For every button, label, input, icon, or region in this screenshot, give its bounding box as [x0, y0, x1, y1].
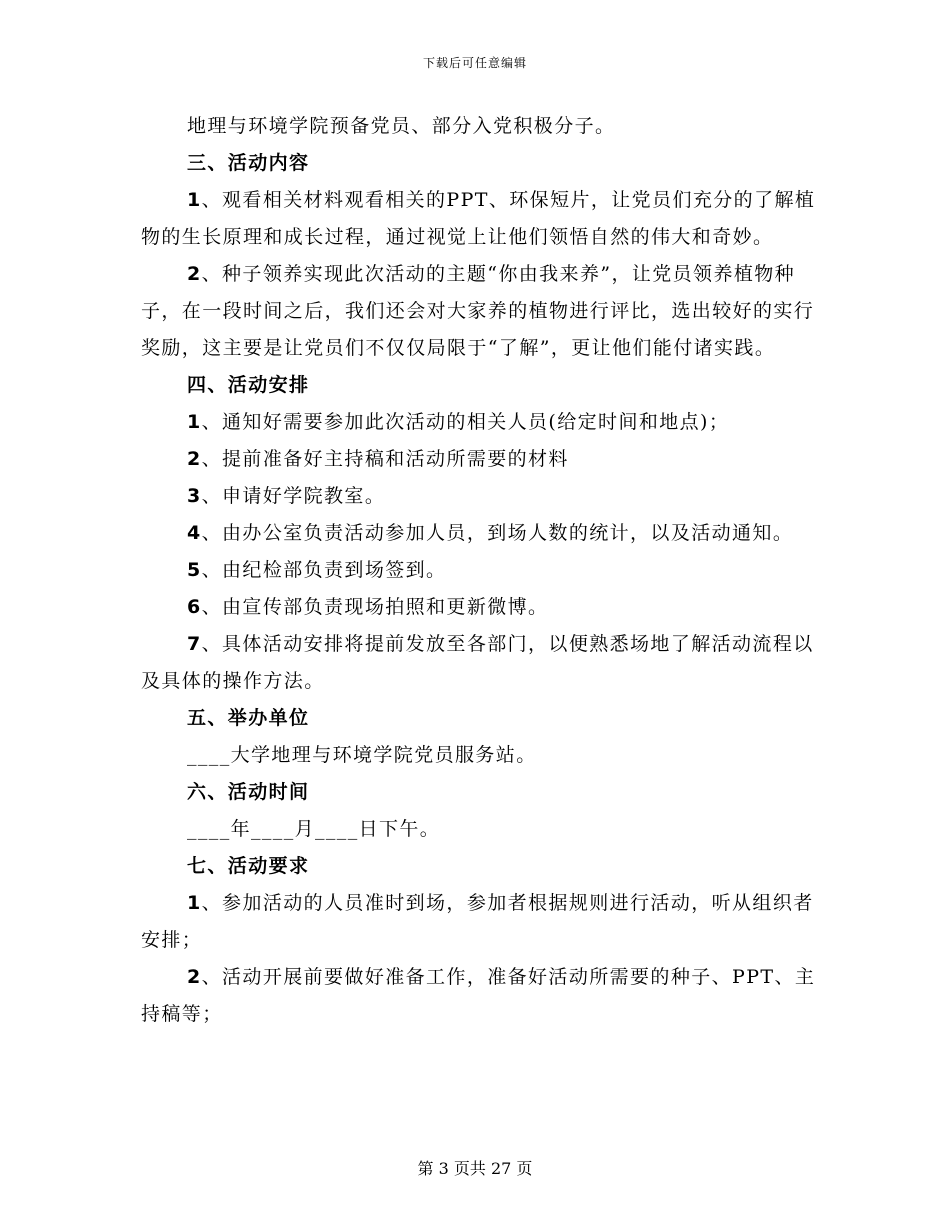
list-item [141, 441, 831, 478]
item-text: 、种子领养实现此次活动的主题“你由我来养”，让党员领养植物种子，在一段时间之后，我们还会对大家养的植物进行评比，选出较好的实行奖励，这主要是让党员们不仅仅局限于“了解”，更让他们能付诸实践。 [141, 263, 815, 359]
list-item [141, 182, 831, 256]
section-heading: 三、活动内容 [187, 152, 310, 174]
item-text: 、具体活动安排将提前发放至各部门，以便熟悉场地了解活动流程以及具体的操作方法。 [141, 633, 814, 692]
item-text: 、观看相关材料观看相关的PPT、环保短片，让党员们充分的了解植物的生长原理和成长过程，通过视觉上让他们领悟自然的伟大和奇妙。 [141, 189, 816, 248]
list-item [141, 552, 831, 589]
section-heading: 七、活动要求 [187, 855, 310, 877]
item-text: 、参加活动的人员准时到场，参加者根据规则进行活动，听从组织者安排； [141, 892, 814, 951]
item-number: 2 [187, 263, 202, 285]
item-text: 、由办公室负责活动参加人员，到场人数的统计，以及活动通知。 [201, 522, 794, 544]
item-text: 、通知好需要参加此次活动的相关人员(给定时间和地点)； [201, 411, 730, 433]
item-text: 、申请好学院教室。 [201, 485, 386, 507]
item-text: 、由宣传部负责现场拍照和更新微博。 [201, 596, 549, 618]
document-body [141, 108, 831, 1033]
item-number: 5 [187, 559, 202, 581]
list-item [141, 885, 831, 959]
item-number: 1 [187, 411, 202, 433]
section-heading: 四、活动安排 [187, 374, 310, 396]
item-number: 1 [187, 892, 202, 914]
item-number: 6 [187, 596, 202, 618]
section-heading: 五、举办单位 [187, 707, 310, 729]
paragraph: ____大学地理与环境学院党员服务站。 [187, 744, 537, 766]
item-text: 、活动开展前要做好准备工作，准备好活动所需要的种子、PPT、主持稿等； [141, 966, 816, 1025]
item-number: 2 [187, 966, 202, 988]
list-item [141, 626, 831, 700]
list-item [141, 478, 831, 515]
list-item [141, 404, 831, 441]
page-footer: 第 3 页共 27 页 [417, 1159, 533, 1178]
section-heading: 六、活动时间 [187, 781, 310, 803]
list-item [141, 515, 831, 552]
item-number: 4 [187, 522, 202, 544]
list-item [141, 589, 831, 626]
list-item [141, 256, 831, 367]
paragraph: ____年____月____日下午。 [187, 818, 441, 840]
item-text: 、由纪检部负责到场签到。 [201, 559, 447, 581]
list-item [141, 959, 831, 1033]
item-text: 、提前准备好主持稿和活动所需要的材料 [201, 448, 569, 470]
paragraph: 地理与环境学院预备党员、部分入党积极分子。 [187, 115, 616, 137]
item-number: 2 [187, 448, 202, 470]
item-number: 1 [187, 189, 202, 211]
item-number: 7 [187, 633, 202, 655]
item-number: 3 [187, 485, 202, 507]
page-header: 下载后可任意编辑 [422, 56, 527, 70]
